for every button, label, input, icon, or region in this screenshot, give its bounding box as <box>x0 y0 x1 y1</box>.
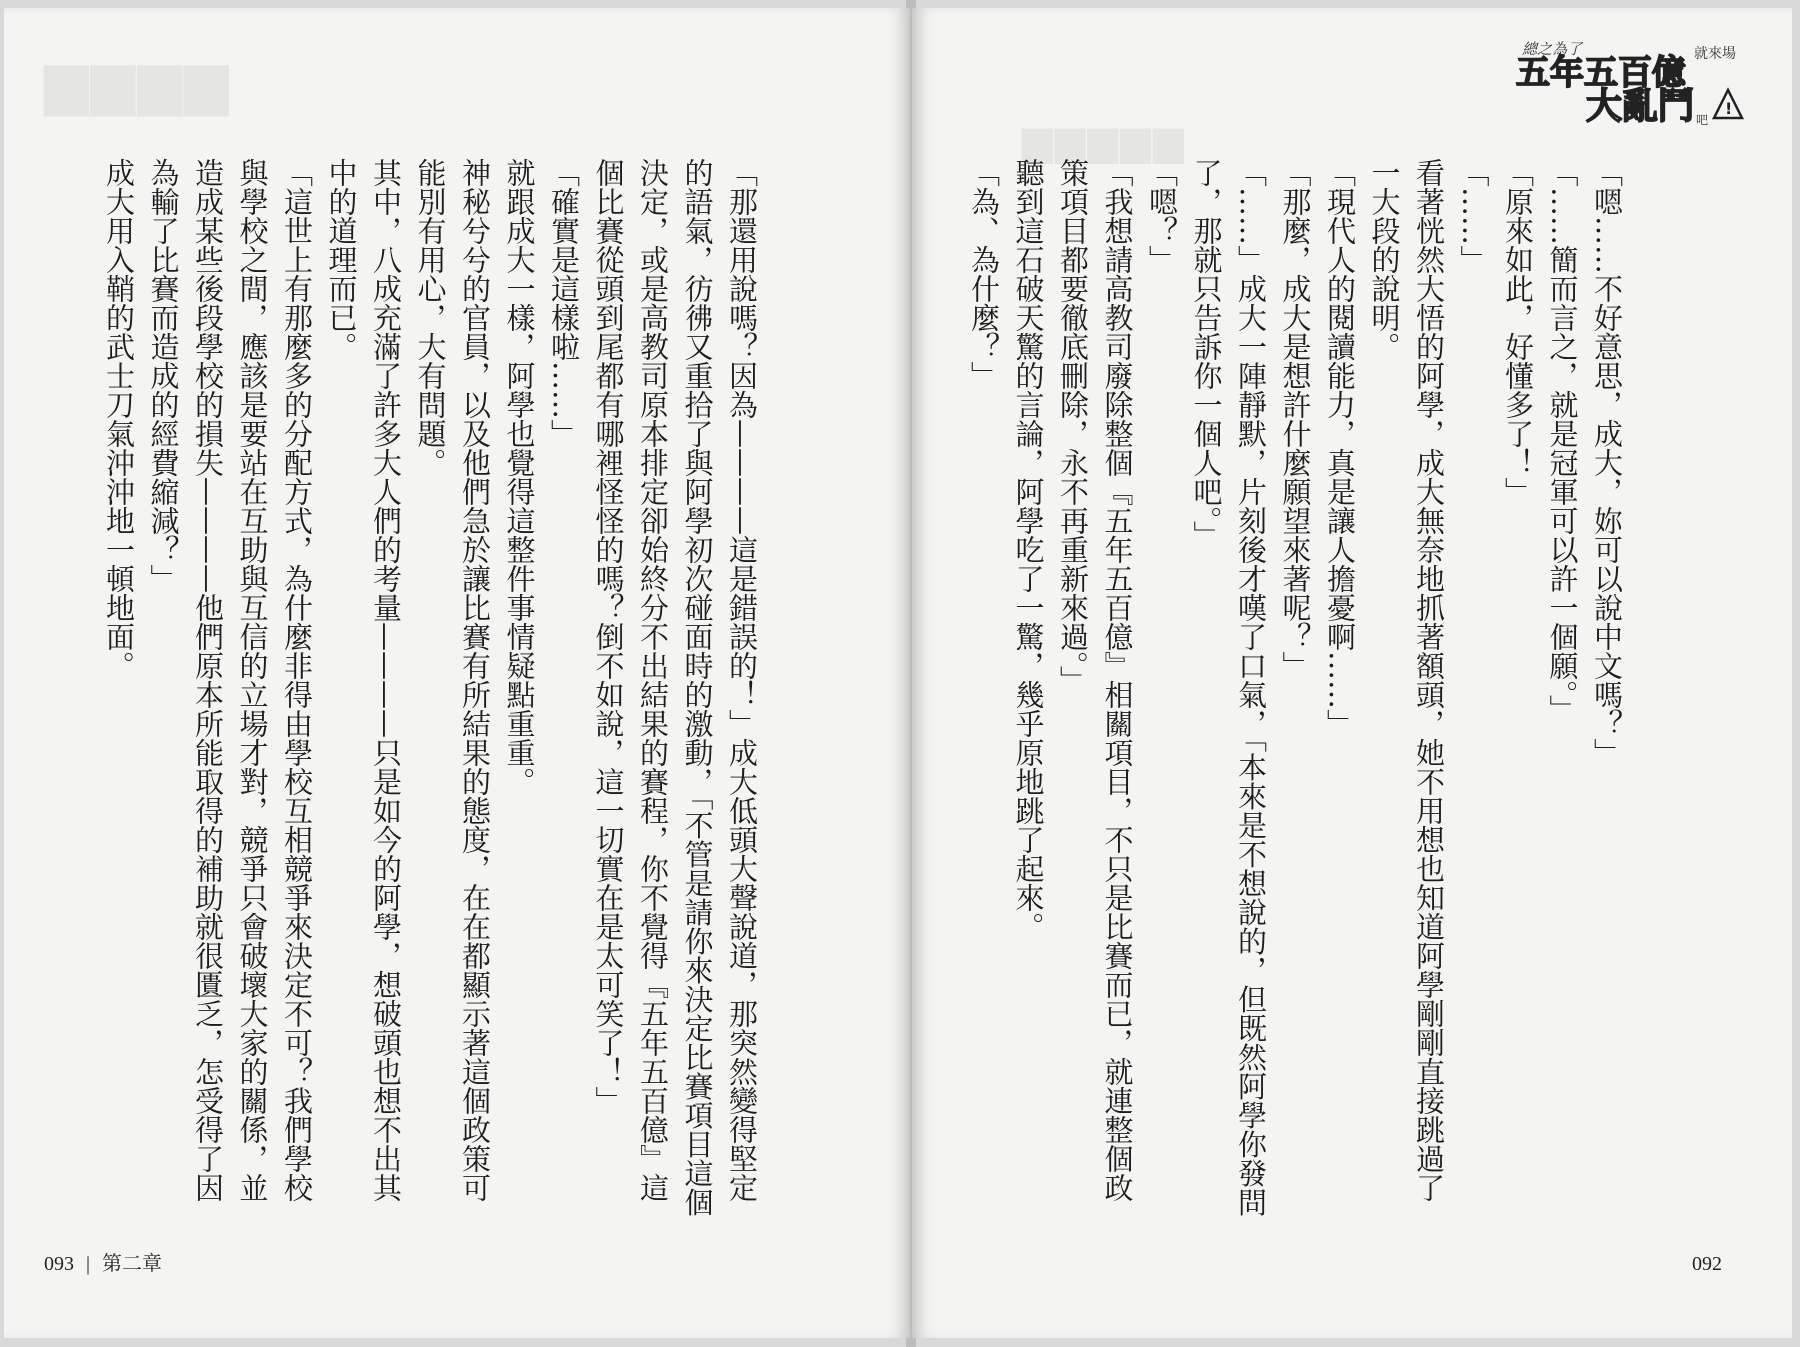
paragraph: 「……」成大一陣靜默，片刻後才嘆了口氣，「本來是不想說的，但既然阿學你發問了，那就只告訴你一個人吧。」 <box>1189 158 1268 1217</box>
paragraph: 其中，八成充滿了許多大人們的考量————只是如今的阿學，想破頭也想不出其中的道理而已。 <box>324 158 403 1202</box>
series-logo <box>1494 28 1744 128</box>
logo-text-1: 總之為了 <box>1522 40 1583 58</box>
paragraph: 「嗯？」 <box>1145 158 1179 274</box>
logo-text-2: 五年五百億 <box>1516 53 1686 93</box>
paragraph: 成大用入鞘的武士刀氣沖沖地一頓地面。 <box>102 158 136 680</box>
right-page-body-text <box>967 158 1629 1218</box>
paragraph: 就跟成大一樣，阿學也覺得這整件事情疑點重重。 <box>502 158 537 796</box>
paragraph: 「……」 <box>1456 158 1491 274</box>
logo-text-5: 吧 <box>1696 113 1709 127</box>
logo-text-3: 就來場 <box>1694 46 1736 62</box>
paragraph: 「這世上有那麼多的分配方式，為什麼非得由學校互相競爭來決定不可？我們學校與學校之間，應該是要站在互助與互信的立場才對，競爭只會破壞大家的關係，並造成某些後段學校的損失————他們原本所能取得的補助就很匱乏，怎受得了因為輸了比賽而造成的經費縮減？」 <box>146 158 314 1202</box>
paragraph: 看著恍然大悟的阿學，成大無奈地抓著額頭，她不用想也知道阿學剛剛直接跳過了一大段的說明。 <box>1367 158 1446 1202</box>
paragraph: 「那還用說嗎？因為————這是錯誤的！」成大低頭大聲說道，那突然變得堅定的語氣，彷彿又重拾了與阿學初次碰面時的激動，「不管是請你來決定比賽項目這個決定，或是高教司原本排定卻始終分不出結果的賽程，你不覺得『五年五百億』這個比賽從頭到尾都有哪裡怪怪的嗎？倒不如說，這一切實在是太可笑了！」 <box>591 158 759 1217</box>
chapter-label: 第二章 <box>102 1253 163 1275</box>
right-page-footer <box>1692 1253 1722 1276</box>
bleed-through-shadow: ▆▆▆▆ <box>44 48 231 116</box>
paragraph: 「……簡而言之，就是冠軍可以許一個願。」 <box>1545 158 1580 724</box>
paragraph: 「為、為什麼？」 <box>967 158 1001 390</box>
left-page-body-text <box>102 158 764 1218</box>
logo-text-4: 大亂鬥 <box>1586 86 1695 127</box>
right-page <box>912 8 1792 1338</box>
paragraph: 「現代人的閱讀能力，真是讓人擔憂啊……」 <box>1323 158 1357 738</box>
paragraph: 「確實是這樣啦……」 <box>547 158 581 448</box>
paragraph: 「那麼，成大是想許什麼願望來著呢？」 <box>1278 158 1313 680</box>
paragraph: 「嗯……不好意思，成大，妳可以說中文嗎？」 <box>1590 158 1624 767</box>
paragraph: 神秘兮兮的官員，以及他們急於讓比賽有所結果的態度，在在都顯示著這個政策可能別有用心，大有問題。 <box>413 158 492 1202</box>
paragraph: 「我想請高教司廢除整個『五年五百億』相關項目，不只是比賽而已，就連整個政策項目都要徹底刪除，永不再重新來過。」 <box>1056 158 1135 1202</box>
left-page <box>4 8 910 1338</box>
page-number: 092 <box>1692 1253 1722 1275</box>
svg-text:!: ! <box>1725 99 1733 118</box>
footer-divider: | <box>86 1253 91 1275</box>
paragraph: 聽到這石破天驚的言論，阿學吃了一驚，幾乎原地跳了起來。 <box>1011 158 1046 941</box>
left-page-footer <box>44 1247 162 1276</box>
bleed-through-shadow: ▆▆▆▆▆ <box>1022 118 1186 164</box>
page-number: 093 <box>44 1253 74 1275</box>
paragraph: 「原來如此，好懂多了！」 <box>1501 158 1535 506</box>
